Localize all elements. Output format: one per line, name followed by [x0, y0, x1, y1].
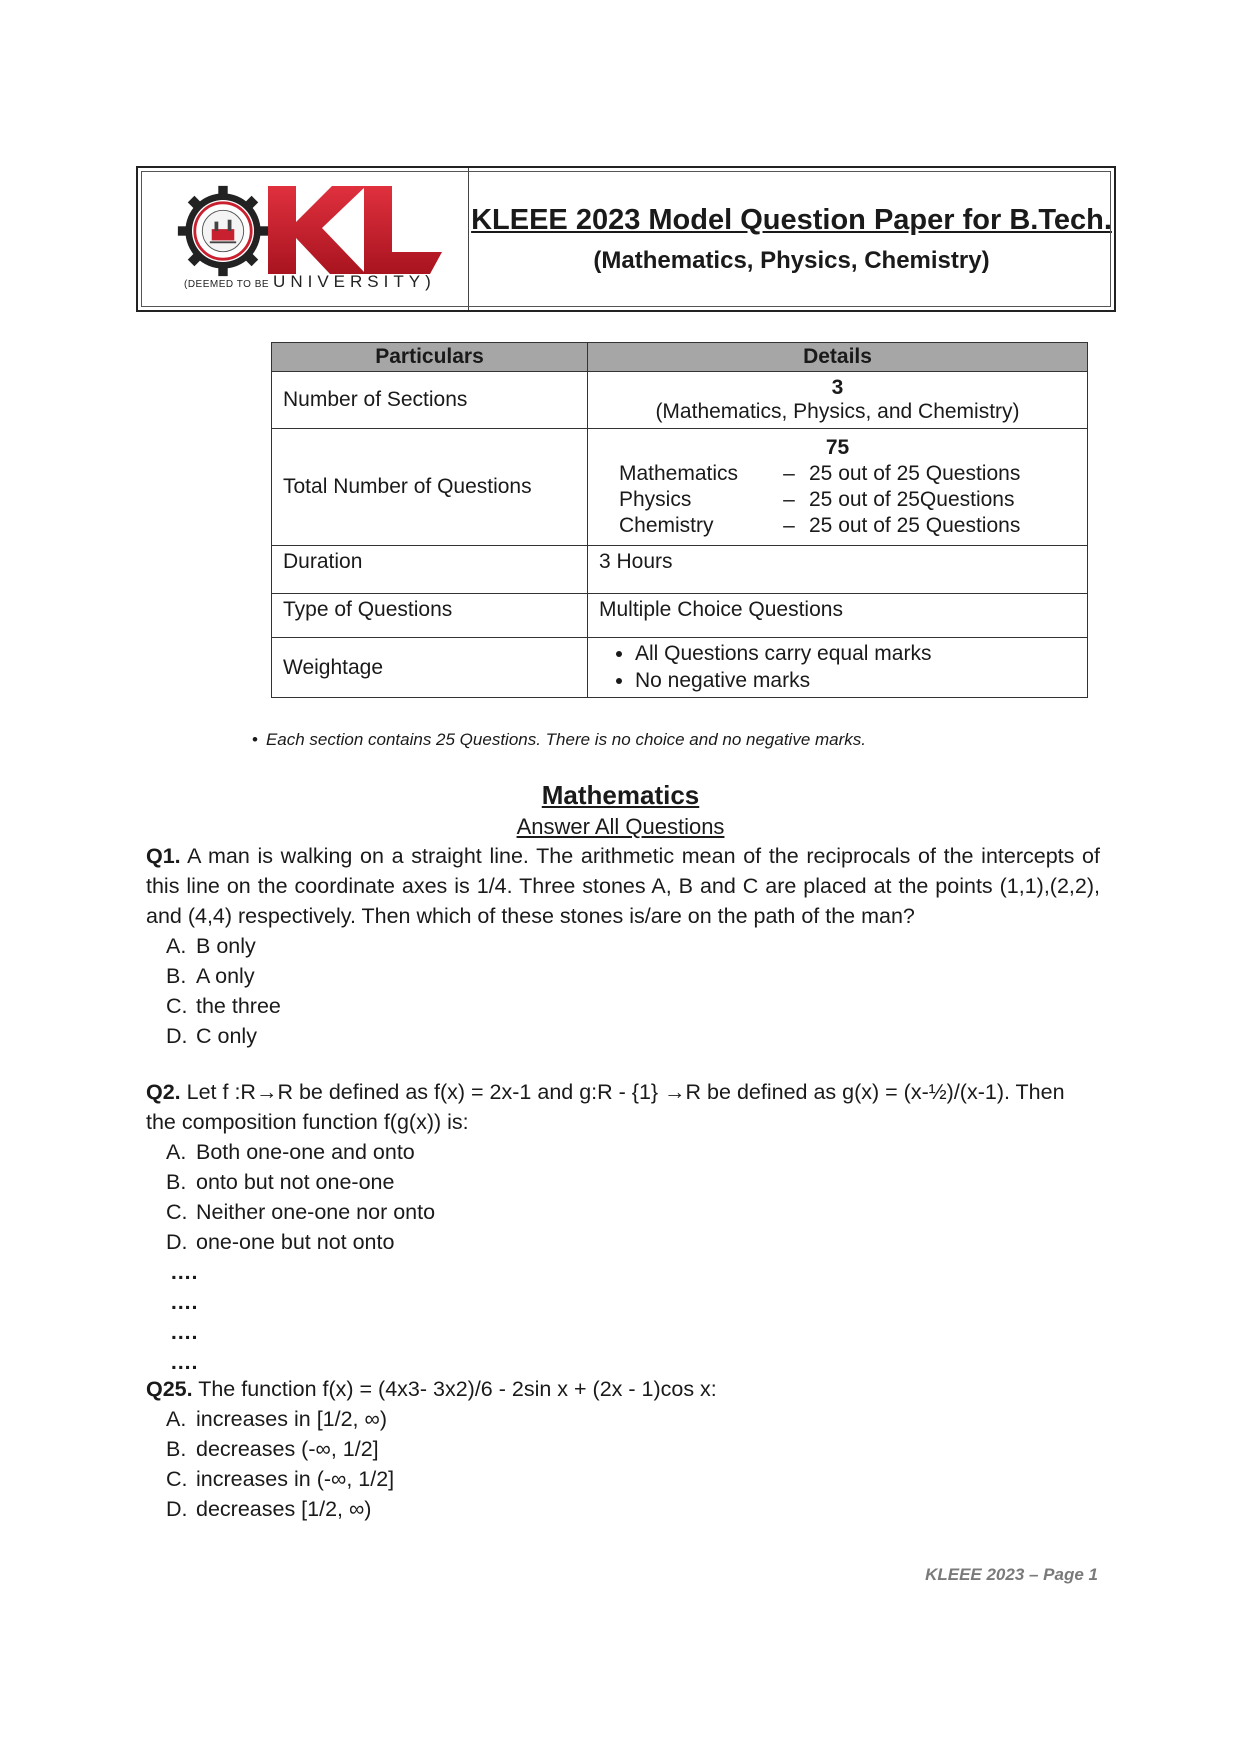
list-item	[166, 1167, 1100, 1197]
option-text: C only	[196, 1024, 257, 1048]
questions-label: Total Number of Questions	[272, 429, 588, 546]
logo-university-text: UNIVERSITY)	[273, 272, 436, 291]
list-item	[166, 991, 1100, 1021]
section-subtitle: Answer All Questions	[516, 814, 725, 839]
question-text	[146, 1077, 1100, 1137]
gear-seal-icon	[176, 184, 270, 278]
document-subtitle: (Mathematics, Physics, Chemistry)	[593, 246, 990, 274]
type-value: Multiple Choice Questions	[588, 594, 1088, 638]
question-block	[146, 1077, 1100, 1377]
question-number: Q2.	[146, 1080, 181, 1104]
options-list	[146, 1137, 1100, 1257]
logo-deemed-text: (DEEMED TO BE	[184, 279, 270, 290]
page-footer: KLEEE 2023 – Page 1	[925, 1565, 1098, 1584]
list-item	[166, 1494, 1100, 1524]
question-text	[146, 841, 1100, 931]
option-text: Both one-one and onto	[196, 1140, 415, 1164]
option-text: A only	[196, 964, 255, 988]
subject-name: Physics	[619, 488, 692, 511]
list-item	[166, 931, 1100, 961]
question-number: Q1.	[146, 844, 181, 868]
option-letter: A.	[166, 1140, 187, 1164]
university-logo	[138, 168, 469, 310]
question-block	[146, 841, 1100, 1051]
option-letter: B.	[166, 1437, 187, 1461]
question-text	[146, 1374, 1100, 1404]
list-item	[166, 1021, 1100, 1051]
list-item: • No negative marks	[635, 669, 1076, 693]
ellipsis: ….	[170, 1290, 198, 1314]
list-item	[166, 1227, 1100, 1257]
table-row	[272, 546, 1088, 594]
option-letter: C.	[166, 1467, 188, 1491]
weightage-cell	[588, 638, 1088, 698]
section-title: Mathematics	[541, 780, 700, 810]
option-text: onto but not one-one	[196, 1170, 395, 1194]
table-row	[272, 429, 1088, 546]
question-block	[146, 1374, 1100, 1524]
document-header	[136, 166, 1116, 312]
document-title: KLEEE 2023 Model Question Paper for B.Tech.	[471, 203, 1112, 236]
table-row	[272, 594, 1088, 638]
option-letter: D.	[166, 1497, 188, 1521]
type-label: Type of Questions	[272, 594, 588, 638]
instruction-note: • Each section contains 25 Questions. There is no choice and no negative marks.	[252, 730, 866, 750]
sections-detail: (Mathematics, Physics, and Chemistry)	[655, 400, 1020, 423]
particulars-table	[271, 342, 1088, 698]
kl-letters-logo	[266, 182, 446, 278]
weightage-label: Weightage	[272, 638, 588, 698]
questions-breakdown	[619, 462, 1076, 538]
option-text: one-one but not onto	[196, 1230, 395, 1254]
ellipsis: ….	[170, 1260, 198, 1284]
subject-name: Chemistry	[619, 514, 714, 537]
subject-dash: –	[783, 514, 795, 537]
sections-label: Number of Sections	[272, 372, 588, 429]
option-letter: A.	[166, 1407, 187, 1431]
duration-value: 3 Hours	[588, 546, 1088, 594]
option-text: increases in [1/2, ∞)	[196, 1407, 387, 1431]
list-item	[166, 1197, 1100, 1227]
option-text: B only	[196, 934, 256, 958]
ellipsis: ….	[170, 1320, 198, 1344]
table-row	[272, 638, 1088, 698]
logo-caption	[184, 272, 436, 292]
subject-count: 25 out of 25 Questions	[809, 462, 1021, 485]
option-text: Neither one-one nor onto	[196, 1200, 436, 1224]
subject-count: 25 out of 25Questions	[809, 488, 1015, 511]
question-body: Let f :R→R be defined as f(x) = 2x-1 and g:R - {1} →R be defined as g(x) = (x-½)/(x-1). Then the composition function f(g(x)) is:	[146, 1080, 1065, 1134]
list-item	[166, 961, 1100, 991]
table-header-row	[272, 343, 1088, 372]
option-letter: D.	[166, 1024, 188, 1048]
sections-cell	[588, 372, 1088, 429]
subject-name: Mathematics	[619, 462, 739, 485]
option-letter: C.	[166, 994, 188, 1018]
title-cell	[469, 168, 1114, 310]
question-body: A man is walking on a straight line. The arithmetic mean of the reciprocals of the intercepts of this line on the coordinate axes is 1/4. Three stones A, B and C are placed at the points (1,1),(2,2), and (4,4) respectively. Then which of these stones is/are on the path of the man?	[146, 844, 1100, 928]
subject-count: 25 out of 25 Questions	[809, 514, 1021, 537]
options-list	[146, 1404, 1100, 1524]
questions-value: 75	[825, 436, 850, 459]
list-item: • All Questions carry equal marks	[635, 642, 1076, 666]
duration-label: Duration	[272, 546, 588, 594]
list-item	[166, 1137, 1100, 1167]
header-details: Details	[588, 343, 1088, 372]
option-text: decreases (-∞, 1/2]	[196, 1437, 379, 1461]
list-item	[166, 1434, 1100, 1464]
option-text: the three	[196, 994, 281, 1018]
option-letter: A.	[166, 934, 187, 958]
header-particulars: Particulars	[272, 343, 588, 372]
weightage-list	[599, 642, 1076, 693]
option-letter: D.	[166, 1230, 188, 1254]
ellipsis: ….	[170, 1350, 198, 1374]
sections-value: 3	[831, 376, 844, 399]
options-list	[146, 931, 1100, 1051]
option-letter: C.	[166, 1200, 188, 1224]
subject-dash: –	[783, 488, 795, 511]
list-item	[166, 1464, 1100, 1494]
option-letter: B.	[166, 964, 187, 988]
option-letter: B.	[166, 1170, 187, 1194]
list-item	[166, 1404, 1100, 1434]
questions-cell	[588, 429, 1088, 546]
table-row	[272, 372, 1088, 429]
option-text: increases in (-∞, 1/2]	[196, 1467, 395, 1491]
option-text: decreases [1/2, ∞)	[196, 1497, 372, 1521]
subject-dash: –	[783, 462, 795, 485]
question-body: The function f(x) = (4x3- 3x2)/6 - 2sin x + (2x - 1)cos x:	[192, 1377, 717, 1401]
question-number: Q25.	[146, 1377, 193, 1401]
